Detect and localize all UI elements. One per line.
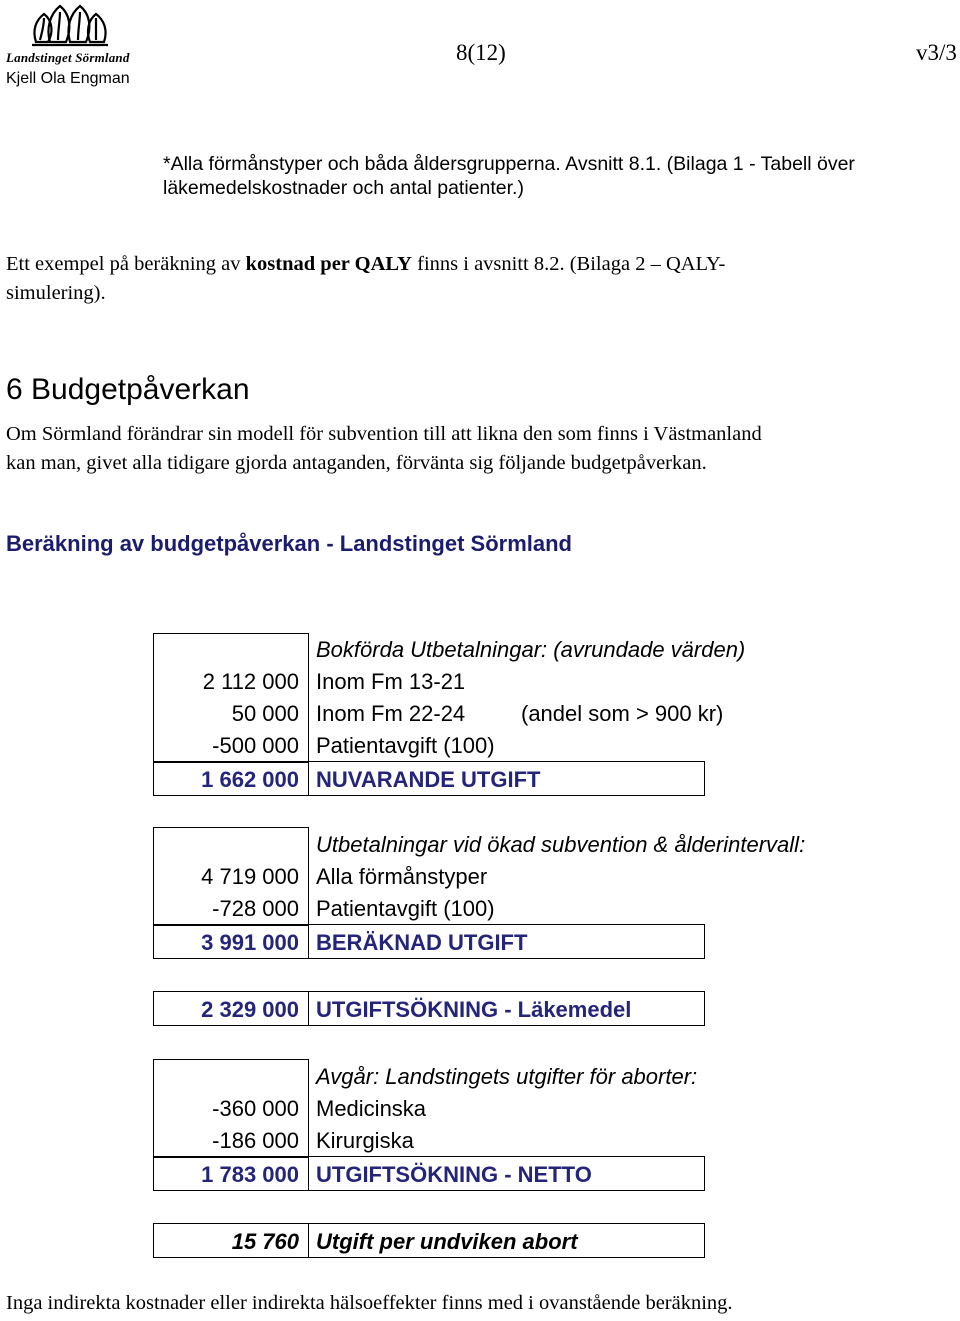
divider [308, 991, 310, 1026]
block1-row2-extra: (andel som > 900 kr) [521, 701, 724, 726]
per-abort-value: 15 760 [231, 1229, 299, 1254]
block1-row1-value: 2 112 000 [202, 669, 299, 694]
increase-label: UTGIFTSÖKNING - Läkemedel [316, 997, 632, 1022]
author-name: Kjell Ola Engman [6, 70, 130, 87]
qaly-text-before: Ett exempel på beräkning av [6, 253, 246, 275]
block3-row2-label: Kirurgiska [316, 1128, 414, 1153]
divider [308, 1156, 310, 1191]
reference-note: *Alla förmånstyper och båda åldersgrupperna. Avsnitt 8.1. (Bilaga 1 - Tabell över läkemedelskostnader och antal patienter.) [163, 153, 855, 199]
block1-row1-label: Inom Fm 13-21 [316, 669, 466, 694]
section-body [6, 420, 946, 478]
logo-text: Landstinget Sörmland [6, 50, 130, 65]
block3-row1-label: Medicinska [316, 1096, 427, 1121]
section-heading: 6 Budgetpåverkan [6, 373, 250, 406]
section-body-line2: kan man, givet alla tidigare gjorda antaganden, förvänta sig följande budgetpåverkan. [6, 452, 707, 474]
block2-row2-label: Patientavgift (100) [316, 896, 495, 921]
increase-value: 2 329 000 [201, 997, 299, 1022]
block3-total-label: UTGIFTSÖKNING - NETTO [316, 1162, 592, 1187]
block3-row2-value: -186 000 [212, 1128, 299, 1153]
section-subheading: Beräkning av budgetpåverkan - Landstinget Sörmland [6, 531, 572, 556]
qaly-paragraph [6, 250, 946, 308]
section-body-line1: Om Sörmland förändrar sin modell för subvention till att likna den som finns i Västmanland [6, 423, 762, 445]
block1-row3-value: -500 000 [212, 733, 299, 758]
block2-total-value: 3 991 000 [201, 930, 299, 955]
landstinget-logo-icon [30, 2, 110, 48]
document-version: v3/3 [916, 40, 957, 65]
block1-row3-label: Patientavgift (100) [316, 733, 495, 758]
per-abort-label: Utgift per undviken abort [316, 1229, 578, 1254]
page-number: 8(12) [456, 40, 506, 65]
divider [308, 761, 310, 796]
qaly-text-bold: kostnad per QALY [245, 253, 412, 275]
block1-total-value: 1 662 000 [201, 767, 299, 792]
divider [308, 1223, 310, 1258]
block1-row2-value: 50 000 [231, 701, 299, 726]
block1-row2-label: Inom Fm 22-24 [316, 701, 466, 726]
block1-total-label: NUVARANDE UTGIFT [316, 767, 541, 792]
block2-total-label: BERÄKNAD UTGIFT [316, 930, 528, 955]
block3-row1-value: -360 000 [212, 1096, 299, 1121]
block2-header: Utbetalningar vid ökad subvention & ålderintervall: [316, 832, 806, 857]
qaly-text-after: finns i avsnitt 8.2. (Bilaga 2 – QALY- [412, 253, 726, 275]
block3-total-value: 1 783 000 [201, 1162, 299, 1187]
block3-header: Avgår: Landstingets utgifter för aborter: [316, 1064, 698, 1089]
block2-row2-value: -728 000 [212, 896, 299, 921]
qaly-text-line2: simulering). [6, 282, 106, 304]
footer-note: Inga indirekta kostnader eller indirekta hälsoeffekter finns med i ovanstående beräkning. [6, 1292, 733, 1314]
block1-header: Bokförda Utbetalningar: (avrundade värden) [316, 637, 746, 662]
divider [308, 924, 310, 959]
block2-row1-value: 4 719 000 [201, 864, 299, 889]
block2-row1-label: Alla förmånstyper [316, 864, 488, 889]
